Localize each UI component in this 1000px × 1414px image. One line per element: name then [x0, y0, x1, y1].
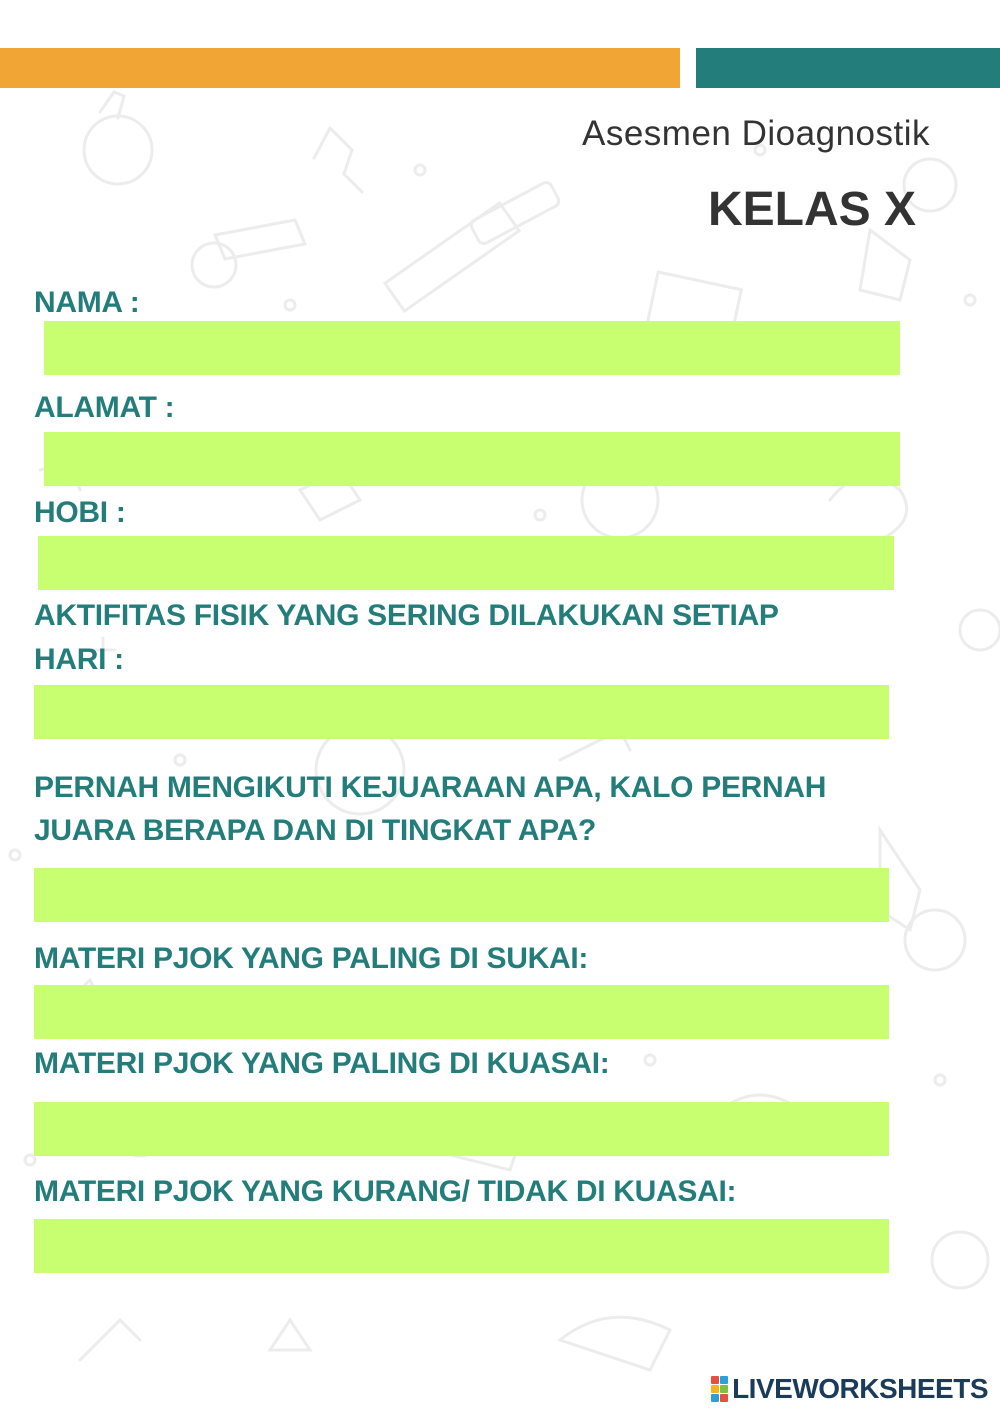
- kejuaraan-label-line2: JUARA BERAPA DAN DI TINGKAT APA?: [34, 814, 597, 847]
- header-accent-bar-teal: [696, 48, 1000, 88]
- kejuaraan-label-line1: PERNAH MENGIKUTI KEJUARAAN APA, KALO PERNAH: [34, 771, 827, 804]
- nama-field[interactable]: [44, 321, 900, 375]
- liveworksheets-wordmark: LIVEWORKSHEETS: [732, 1373, 988, 1404]
- alamat-label: ALAMAT :: [34, 391, 175, 424]
- materi-dikuasai-field[interactable]: [34, 1102, 889, 1156]
- materi-dikuasai-label: MATERI PJOK YANG PALING DI KUASAI:: [34, 1047, 610, 1080]
- nama-label: NAMA :: [34, 286, 140, 319]
- aktifitas-label-line2: HARI :: [34, 643, 124, 676]
- materi-tidak-dikuasai-label: MATERI PJOK YANG KURANG/ TIDAK DI KUASAI:: [34, 1175, 737, 1208]
- aktifitas-label-line1: AKTIFITAS FISIK YANG SERING DILAKUKAN SETIAP: [34, 599, 779, 632]
- materi-disukai-label: MATERI PJOK YANG PALING DI SUKAI:: [34, 942, 589, 975]
- liveworksheets-logo-icon: [711, 1376, 728, 1402]
- kejuaraan-field[interactable]: [34, 868, 889, 922]
- worksheet-title: KELAS X: [707, 183, 916, 236]
- liveworksheets-brand: [711, 1372, 988, 1406]
- alamat-field[interactable]: [44, 432, 900, 486]
- aktifitas-field[interactable]: [34, 685, 889, 739]
- materi-disukai-field[interactable]: [34, 985, 889, 1039]
- hobi-label: HOBI :: [34, 496, 126, 529]
- header-accent-bar-orange: [0, 48, 680, 88]
- materi-tidak-dikuasai-field[interactable]: [34, 1219, 889, 1273]
- worksheet-subtitle: Asesmen Dioagnostik: [582, 114, 930, 153]
- hobi-field[interactable]: [38, 536, 894, 590]
